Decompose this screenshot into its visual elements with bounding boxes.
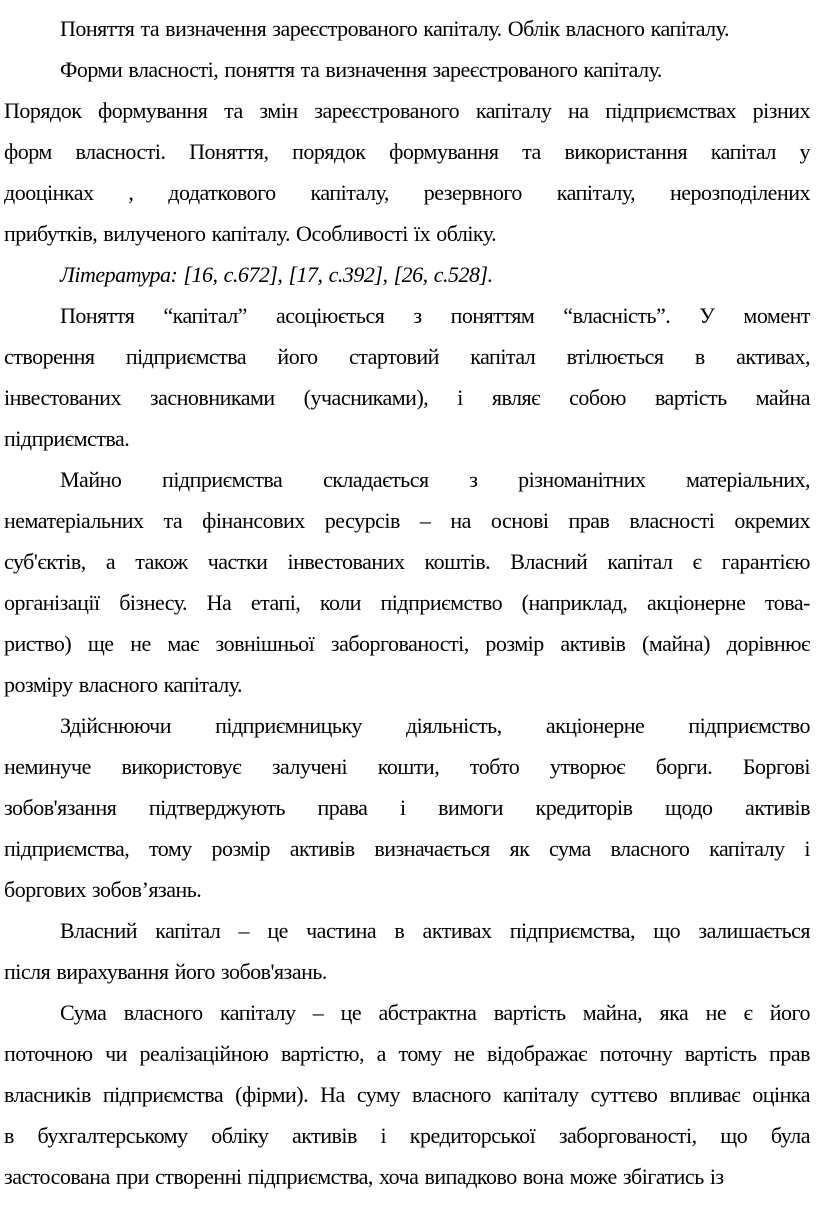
text-line: застосована при створенні підприємства, хоча випадково вона може збігатись із <box>4 1164 724 1189</box>
text-line: Форми власності, поняття та визначення зареєстрованого капіталу. <box>60 57 662 82</box>
text-line: розміру власного капіталу. <box>4 672 243 697</box>
text-line: після вирахування його зобов'язань. <box>4 959 327 984</box>
text-line: суб'єктів, а також частки інвестованих коштів. Власний капітал є гарантією <box>4 549 810 574</box>
text-line: Здійснюючи підприємницьку діяльність, акціонерне підприємство <box>60 713 810 738</box>
text-line: нематеріальних та фінансових ресурсів – на основі прав власності окремих <box>4 508 810 533</box>
text-line: дооцінках , додаткового капіталу, резервного капіталу, нерозподілених <box>4 180 810 205</box>
text-line: риство) ще не має зовнішньої заборгованості, розмір активів (майна) дорівнює <box>4 631 810 656</box>
text-line: підприємства, тому розмір активів визначається як сума власного капіталу і <box>4 836 810 861</box>
text-line: неминуче використовує залучені кошти, тобто утворює борги. Боргові <box>4 754 810 779</box>
text-line: зобов'язання підтверджують права і вимоги кредиторів щодо активів <box>4 795 810 820</box>
text-line: інвестованих засновниками (учасниками), і являє собою вартість майна <box>4 385 810 410</box>
text-line: Поняття та визначення зареєстрованого капіталу. Облік власного капіталу. <box>60 16 729 41</box>
text-line: в бухгалтерському обліку активів і кредиторської заборгованості, що була <box>4 1123 810 1148</box>
literature-reference-line: Література: [16, с.672], [17, с.392], [26, с.528]. <box>60 262 493 287</box>
text-line: прибутків, вилученого капіталу. Особливості їх обліку. <box>4 221 497 246</box>
text-line: створення підприємства його стартовий капітал втілюється в активах, <box>4 344 810 369</box>
text-line: форм власності. Поняття, порядок формування та використання капітал у <box>4 139 810 164</box>
text-line: організації бізнесу. На етапі, коли підприємство (наприклад, акціонерне това- <box>4 590 810 615</box>
text-line: Порядок формування та змін зареєстрованого капіталу на підприємствах різних <box>4 98 810 123</box>
text-line: Сума власного капіталу – це абстрактна вартість майна, яка не є його <box>60 1000 810 1025</box>
text-line: Майно підприємства складається з різноманітних матеріальних, <box>60 467 810 492</box>
text-line: власників підприємства (фірми). На суму власного капіталу суттєво впливає оцінка <box>4 1082 810 1107</box>
text-line: Власний капітал – це частина в активах підприємства, що залишається <box>60 918 810 943</box>
text-line: боргових зобов’язань. <box>4 877 202 902</box>
text-line: підприємства. <box>4 426 130 451</box>
text-line: поточною чи реалізаційною вартістю, а тому не відображає поточну вартість прав <box>4 1041 810 1066</box>
text-line: Поняття “капітал” асоціюється з поняттям “власність”. У момент <box>60 303 810 328</box>
text-content <box>4 8 810 1197</box>
